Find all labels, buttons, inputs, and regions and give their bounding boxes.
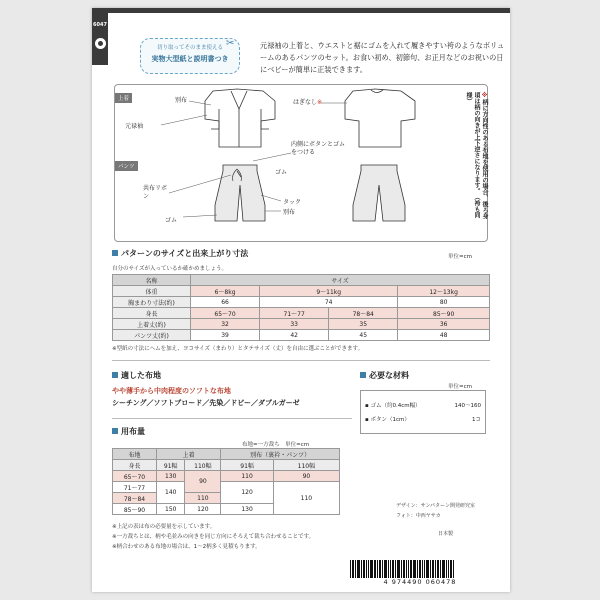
materials-box xyxy=(360,390,486,434)
size-cell: 6〜8kg xyxy=(191,286,260,297)
materials-unit: 単位=cm xyxy=(448,384,472,390)
label-tuck: タック xyxy=(283,199,302,206)
made-in-label: 日本製 xyxy=(438,531,454,537)
size-table xyxy=(112,274,490,341)
size-cell: 85〜90 xyxy=(398,308,490,319)
usage-cell: 90 xyxy=(185,471,221,493)
size-row-label: 上着丈(約) xyxy=(113,319,191,330)
label-tomonuno: 共布リボン xyxy=(143,185,168,200)
size-row-label: 胸まわり寸法(約) xyxy=(113,297,191,308)
usage-height: 85〜90 xyxy=(113,504,157,515)
size-note: 自分のサイズが入っているか確かめましょう。 xyxy=(112,266,228,272)
usage-footnote: ※一方裁ちとは、柄や毛並みの向きを同じ方向にそろえて裁ち合わせることです。 xyxy=(112,534,315,540)
usage-cell: 130 xyxy=(157,471,185,482)
label-betsununo-top: 別布 xyxy=(175,97,188,104)
material-value: 140〜160 xyxy=(454,403,481,409)
credit-design: デザイン：サンパターン開発研究室 xyxy=(396,503,475,509)
usage-col-fabric: 布地 xyxy=(113,449,157,460)
product-description: 元禄袖の上着と、ウエストと裾にゴムを入れて履きやすい袴のようなボリュームのあるパンツのセット。お食い初め、初節句、お正月などのお祝いの日にベビーが簡単に正装できます。 xyxy=(260,41,505,74)
label-genroku: 元禄袖 xyxy=(125,123,144,130)
size-cell: 9〜11kg xyxy=(260,286,398,297)
barcode xyxy=(350,556,490,578)
usage-footnote: ※上記の表は布の必要量を示しています。 xyxy=(112,524,216,530)
barcode-number: 4 974490 060478 xyxy=(383,578,457,586)
usage-cell: 140 xyxy=(157,482,185,504)
material-name: ▪ ゴム（約0.4cm幅） xyxy=(365,403,421,409)
size-cell: 74 xyxy=(260,297,398,308)
label-gomu-hem: ゴム xyxy=(165,217,178,224)
top-bar xyxy=(92,8,510,13)
usage-width: 91幅 xyxy=(157,460,185,471)
usage-cell: 110 xyxy=(221,471,273,482)
usage-cell: 110 xyxy=(185,493,221,504)
size-unit: 単位=cm xyxy=(448,254,472,260)
size-cell: 35 xyxy=(329,319,398,330)
size-cell: 39 xyxy=(191,330,260,341)
usage-height: 71〜77 xyxy=(113,482,157,493)
scissors-icon: ✂ xyxy=(226,38,235,49)
brand-logo-icon xyxy=(95,38,106,49)
usage-cell: 150 xyxy=(157,504,185,515)
size-cell: 80 xyxy=(398,297,490,308)
usage-unit: 布地=一方裁ち 単位=cm xyxy=(242,442,310,448)
usage-cell: 130 xyxy=(221,504,273,515)
size-cell: 36 xyxy=(398,319,490,330)
size-cell: 48 xyxy=(398,330,490,341)
size-row-label: パンツ丈(約) xyxy=(113,330,191,341)
usage-cell: 90 xyxy=(273,471,339,482)
fabric-line1: やや薄手から中肉程度のソフトな布地 xyxy=(112,387,231,395)
usage-cell: 120 xyxy=(185,504,221,515)
size-cell: 65〜70 xyxy=(191,308,260,319)
fabric-section-title: 適した布地 xyxy=(112,370,161,381)
size-col-name: 名称 xyxy=(113,275,191,286)
usage-section-title: 用布量 xyxy=(112,426,145,437)
label-betsununo-pants: 別布 xyxy=(283,209,296,216)
badge-line1: 切り取ってそのまま使える xyxy=(156,45,223,51)
section-divider xyxy=(112,418,352,419)
tag-top: 上着 xyxy=(115,93,132,103)
tag-pants: パンツ xyxy=(115,161,138,171)
usage-width: 91幅 xyxy=(221,460,273,471)
usage-col-pants: 別布（裏衿・パンツ） xyxy=(221,449,340,460)
usage-width: 110幅 xyxy=(185,460,221,471)
label-button-note: 内側にボタンとゴムをつける xyxy=(291,141,346,156)
garment-illustration xyxy=(114,84,488,242)
direction-note: ※柄に方向性のある布地を使用の場合、後ろ身頃は柄の向きが上下逆さになります。（袴も同様） xyxy=(465,92,488,219)
pattern-envelope-back xyxy=(92,8,510,592)
usage-cell: 120 xyxy=(221,482,273,504)
size-cell: 32 xyxy=(191,319,260,330)
usage-height: 65〜70 xyxy=(113,471,157,482)
size-cell: 66 xyxy=(191,297,260,308)
size-col-size: サイズ xyxy=(191,275,490,286)
size-cell: 12〜13kg xyxy=(398,286,490,297)
badge-line2: 実物大型紙と説明書つき xyxy=(151,55,229,63)
materials-section-title: 必要な材料 xyxy=(360,370,409,381)
usage-height: 78〜84 xyxy=(113,493,157,504)
usage-col-top: 上着 xyxy=(157,449,221,460)
fabric-line2: シーチング／ソフトブロード／先染／ドビー／ダブルガーゼ xyxy=(112,399,300,407)
section-divider xyxy=(112,360,490,361)
label-gomu-waist: ゴム xyxy=(275,169,288,176)
size-cell: 33 xyxy=(260,319,329,330)
size-row-label: 身長 xyxy=(113,308,191,319)
size-cell: 78〜84 xyxy=(329,308,398,319)
size-cell: 71〜77 xyxy=(260,308,329,319)
material-name: ▪ ボタン（1cm） xyxy=(365,417,410,423)
material-value: 1コ xyxy=(472,417,481,423)
size-section-title: パターンのサイズと出来上がり寸法 xyxy=(112,248,248,259)
credit-photo: フォト：中西ヤサカ xyxy=(396,513,441,519)
size-cell: 42 xyxy=(260,330,329,341)
usage-col-height: 身長 xyxy=(113,460,157,471)
usage-table xyxy=(112,448,340,515)
label-hagenashi: はぎなし※ xyxy=(293,99,323,106)
size-row-label: 体重 xyxy=(113,286,191,297)
pattern-badge xyxy=(140,38,240,74)
product-code: 6047 xyxy=(93,22,107,28)
size-footnote: ※型紙の寸法にヘムを加え、ヨコサイズ（まわり）とタテサイズ（丈）を自由に選ぶことができます。 xyxy=(112,346,364,352)
usage-cell: 110 xyxy=(273,482,339,515)
usage-footnote: ※柄合わせのある布地の場合は、1〜2柄多く見積もります。 xyxy=(112,544,261,550)
usage-width: 110幅 xyxy=(273,460,339,471)
size-cell: 45 xyxy=(329,330,398,341)
